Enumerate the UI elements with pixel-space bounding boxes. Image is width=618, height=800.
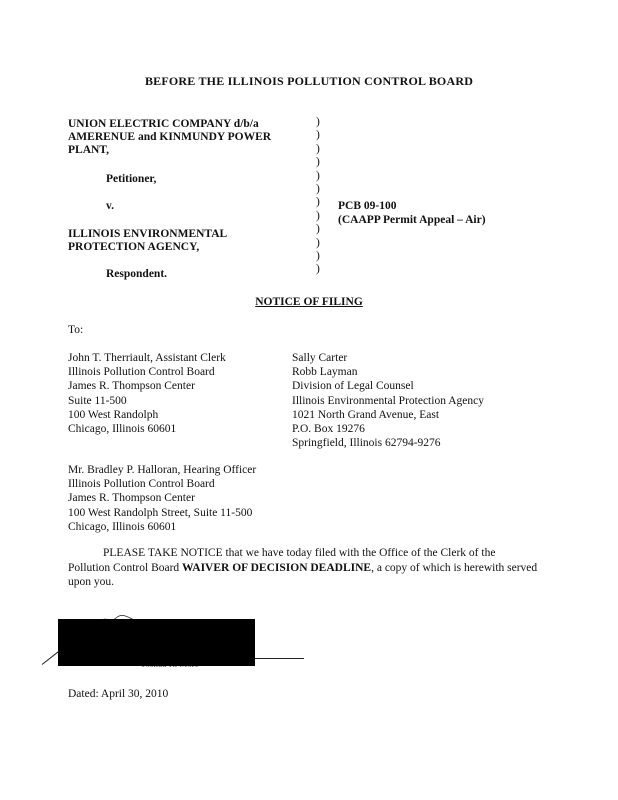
dated-line: Dated: April 30, 2010 <box>68 688 169 700</box>
notice-text-1: PLEASE TAKE NOTICE that we have today filed with the Office of the Clerk of the Pollution Control Board <box>68 547 496 574</box>
signature-redaction <box>58 619 255 666</box>
case-number: PCB 09-100 <box>338 200 397 212</box>
address-line: 100 West Randolph Street, Suite 11-500 <box>68 506 253 519</box>
notice-paragraph <box>68 546 538 590</box>
caption-parentheses: ) ) ) ) ) ) ) ) ) ) ) ) <box>316 116 320 276</box>
address-line: Illinois Pollution Control Board <box>68 478 215 491</box>
notice-text-2: , a copy of which is herewith served upon you. <box>68 561 538 588</box>
respondent-line: ILLINOIS ENVIRONMENTAL <box>68 228 228 240</box>
versus-label: v. <box>106 200 114 212</box>
filed-document-title: WAIVER OF DECISION DEADLINE <box>182 561 372 574</box>
address-line: Chicago, Illinois 60601 <box>68 520 177 533</box>
recipient-clerk-address <box>68 351 226 436</box>
recipient-hearing-officer-address <box>68 463 256 534</box>
to-label: To: <box>68 324 84 336</box>
case-type: (CAAPP Permit Appeal – Air) <box>338 214 486 226</box>
address-line: Springfield, Illinois 62794-9276 <box>292 437 441 450</box>
address-line: Sally Carter <box>292 352 348 364</box>
address-line: Robb Layman <box>292 366 358 379</box>
respondent-block <box>68 228 227 254</box>
petitioner-role: Petitioner, <box>106 173 157 185</box>
signature-stroke <box>42 651 60 665</box>
respondent-role: Respondent. <box>106 268 168 280</box>
petitioner-line: UNION ELECTRIC COMPANY d/b/a <box>68 118 259 130</box>
address-line: James R. Thompson Center <box>68 380 195 393</box>
address-line: James R. Thompson Center <box>68 492 195 505</box>
address-line: P.O. Box 19276 <box>292 423 365 436</box>
notice-body <box>68 546 538 590</box>
petitioner-block <box>68 118 271 157</box>
respondent-line: PROTECTION AGENCY, <box>68 241 200 253</box>
recipient-iepa-address <box>292 351 484 450</box>
address-line: Suite 11-500 <box>68 394 127 407</box>
address-line: Illinois Pollution Control Board <box>68 366 215 379</box>
address-line: John T. Therriault, Assistant Clerk <box>68 352 226 364</box>
address-line: Division of Legal Counsel <box>292 380 414 393</box>
address-line: 1021 North Grand Avenue, East <box>292 408 440 421</box>
petitioner-line: PLANT, <box>68 144 109 156</box>
address-line: Illinois Environmental Protection Agency <box>292 394 484 407</box>
address-line: Mr. Bradley P. Halloran, Hearing Officer <box>68 464 257 476</box>
page-title: BEFORE THE ILLINOIS POLLUTION CONTROL BOARD <box>144 74 474 88</box>
petitioner-line: AMERENUE and KINMUNDY POWER <box>68 131 272 143</box>
notice-heading: NOTICE OF FILING <box>255 296 363 308</box>
address-line: Chicago, Illinois 60601 <box>68 423 177 436</box>
address-line: 100 West Randolph <box>68 408 159 421</box>
